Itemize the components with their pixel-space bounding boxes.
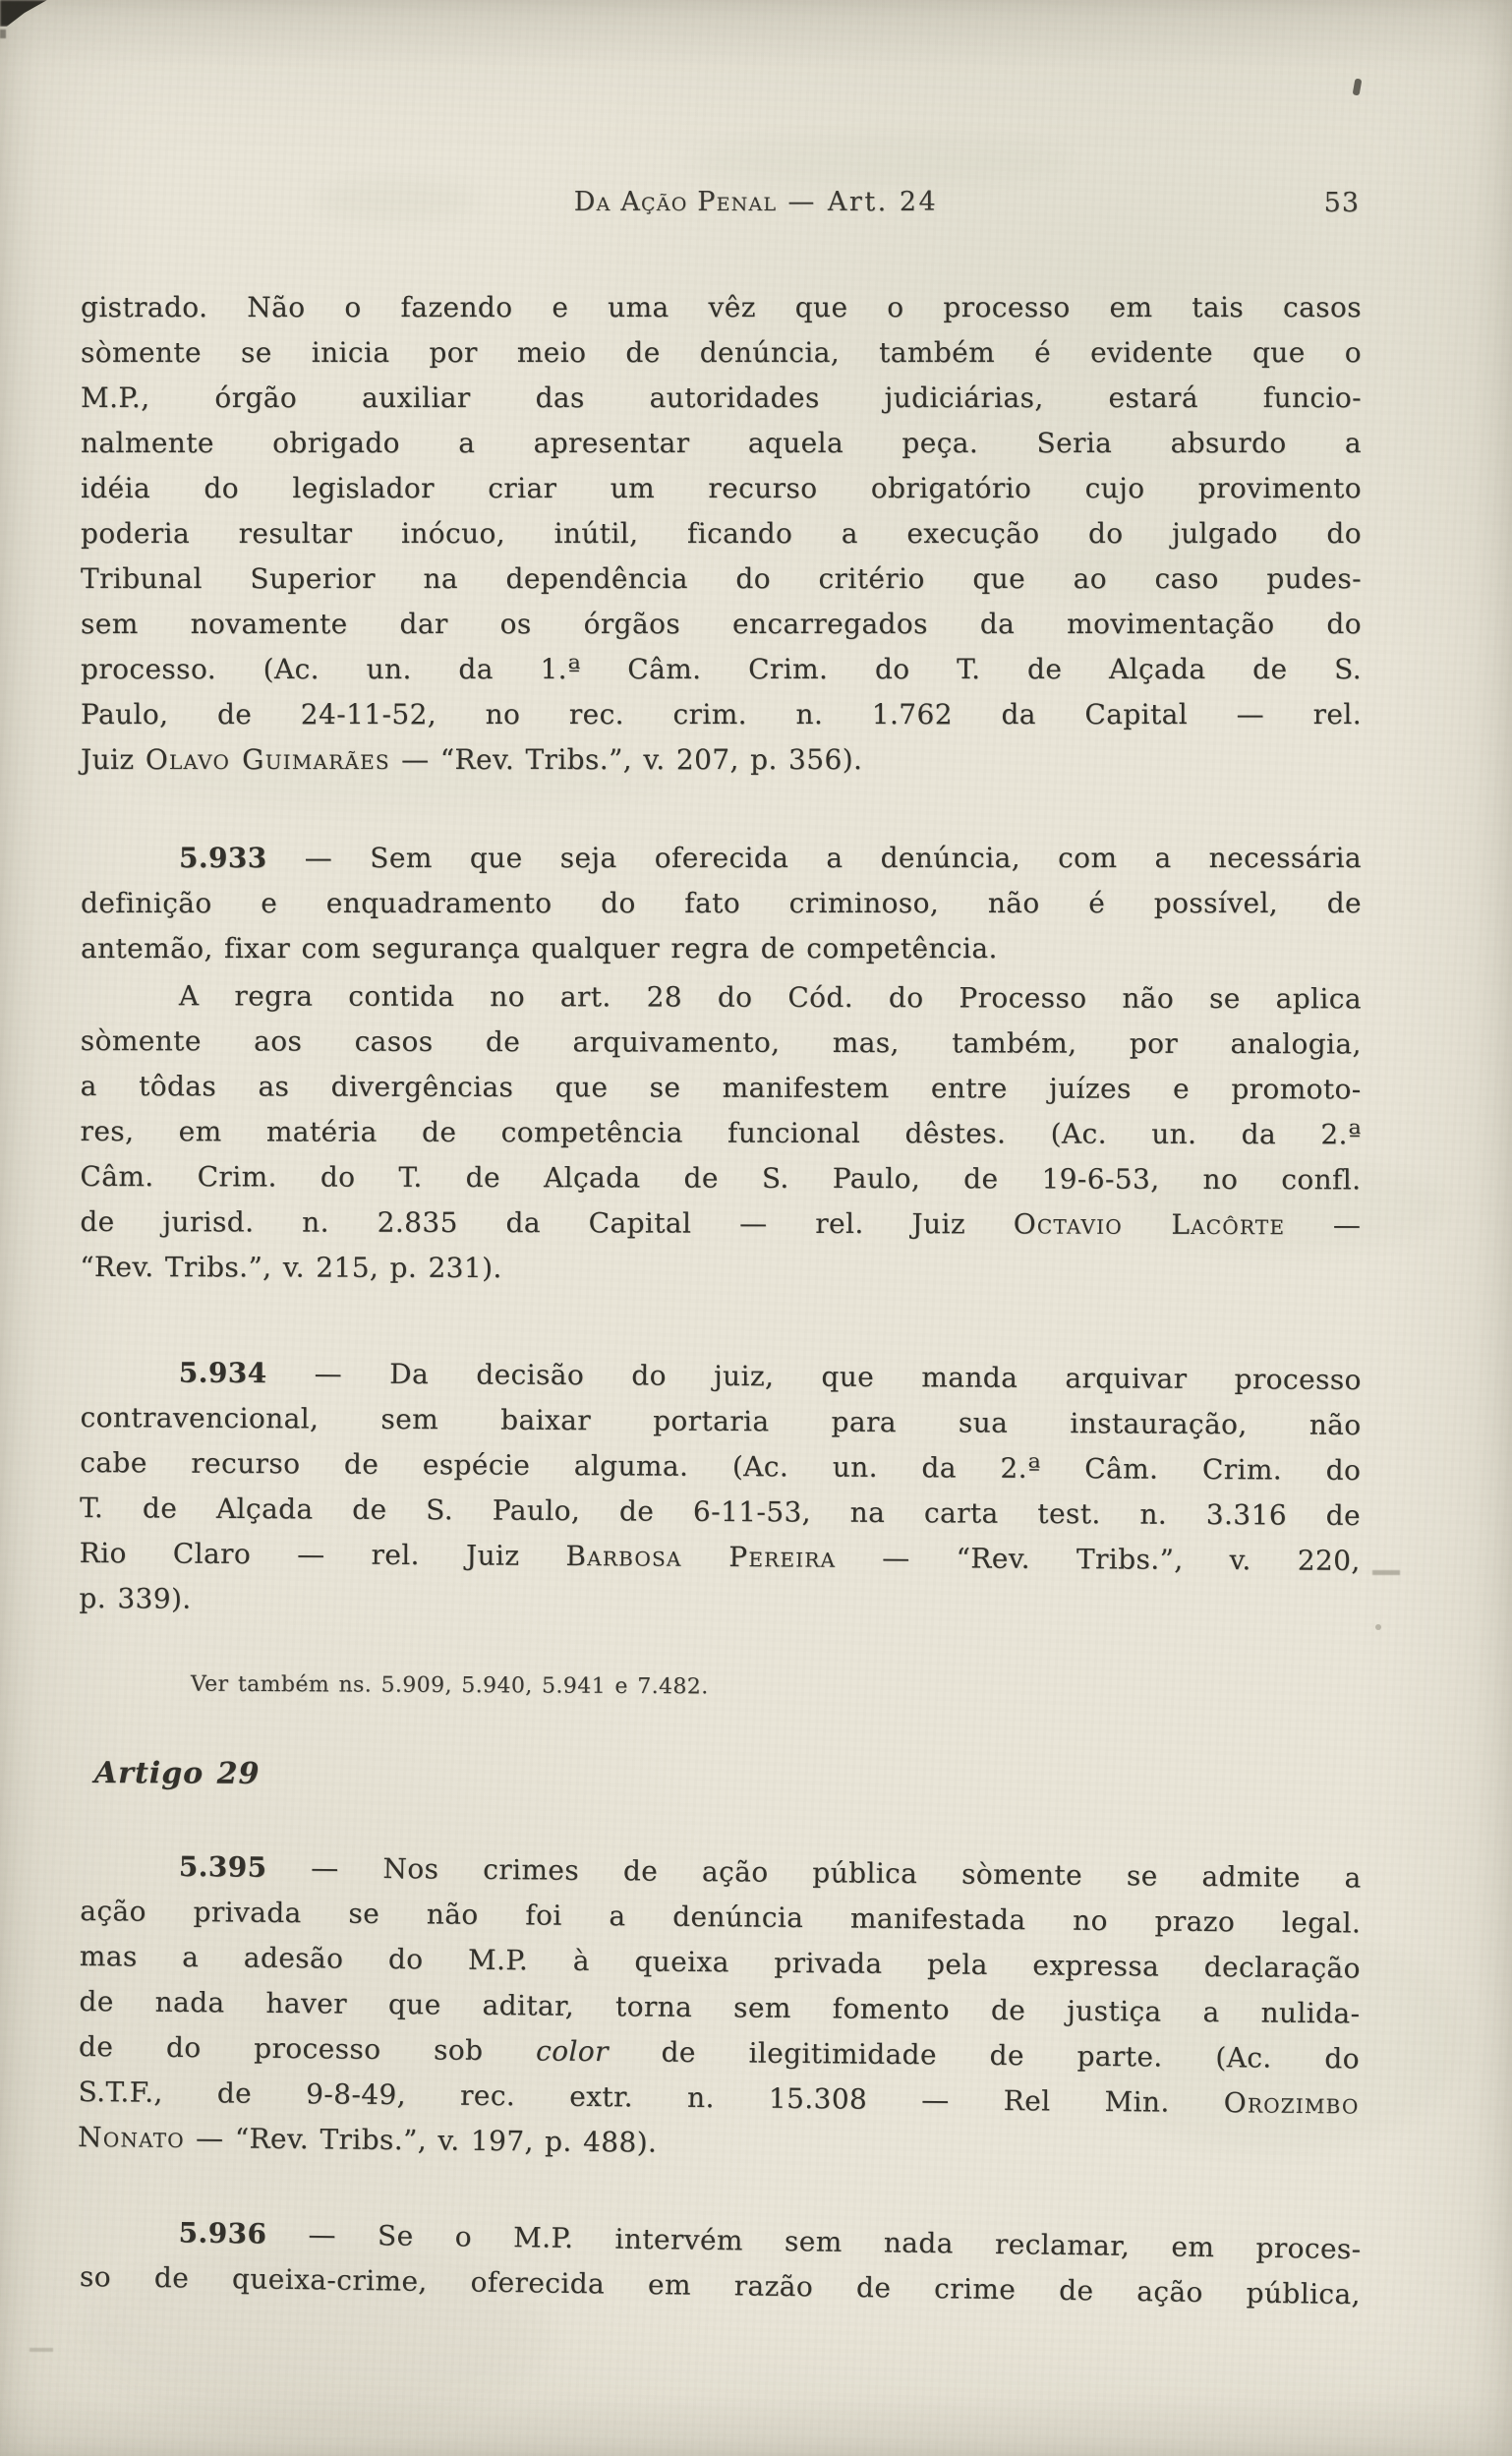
text-run: T. de Alçada de S. Paulo, de 6-11-53, na carta test. n. 3.316 de (79, 1491, 1362, 1532)
text-run: — “Rev. Tribs.”, v. 207, p. 356). (389, 743, 863, 776)
item-5934 (79, 1350, 1362, 1629)
text-line (81, 466, 1362, 511)
text-line (81, 1109, 1362, 1157)
text-run: Tribunal Superior na dependência do critério que ao caso pudes- (81, 562, 1362, 595)
text-run: de ilegitimidade de parte. (Ac. do (608, 2035, 1361, 2076)
text-run: Paulo, de 24-11-52, no rec. crim. n. 1.762 da Capital — rel. (81, 698, 1362, 731)
text-run: Artigo 29 (93, 1756, 261, 1791)
text-line (79, 1576, 1360, 1629)
text-run: p. 339). (79, 1581, 192, 1615)
text-run: processo. (Ac. un. da 1.ª Câm. Crim. do T. de Alçada de S. (81, 653, 1362, 685)
text-column (77, 285, 1362, 2311)
ink-speck (1353, 79, 1363, 96)
text-line (81, 692, 1362, 737)
text-run: — Da decisão do juiz, que manda arquivar processo (266, 1357, 1362, 1396)
text-line (81, 511, 1362, 556)
text-line (81, 881, 1362, 926)
text-run: definição e enquadramento do fato criminoso, não é possível, de (81, 887, 1362, 919)
text-run: Nonato (77, 2120, 185, 2155)
text-line (81, 556, 1362, 602)
item-5935 (78, 1843, 1362, 2172)
text-run: — “Rev. Tribs.”, v. 220, (836, 1541, 1361, 1577)
text-run: mas a adesão do M.P. à queixa privada pela expressa declaração (79, 1939, 1361, 1985)
text-run: gistrado. Não o fazendo e uma vêz que o processo em tais casos (81, 291, 1362, 323)
paragraph-continuation (81, 285, 1362, 783)
text-run: 5.933 (179, 842, 267, 874)
text-run: — “Rev. Tribs.”, v. 197, p. 488). (184, 2122, 658, 2159)
text-run: ação privada se não foi a denúncia manifestada no prazo legal. (80, 1894, 1362, 1940)
item-5933-paragraph-2 (80, 973, 1362, 1293)
ink-speck (1372, 1570, 1400, 1575)
text-line (81, 926, 1362, 971)
text-line (81, 376, 1362, 421)
text-run: de nada haver que aditar, torna sem fomento de justiça a nulida- (79, 1984, 1361, 2030)
text-run: so de queixa-crime, oferecida em razão de crime de ação pública, (79, 2259, 1362, 2311)
text-run: — Se o M.P. intervém sem nada reclamar, em proces- (266, 2217, 1362, 2266)
text-run: Câm. Crim. do T. de Alçada de S. Paulo, de 19-6-53, no confl. (80, 1159, 1362, 1197)
text-line (81, 285, 1362, 330)
text-line (80, 1199, 1361, 1248)
page-number: 53 (1323, 188, 1360, 218)
text-run: Orozimbo (1223, 2086, 1360, 2121)
text-run: A regra contida no art. 28 do Cód. do Processo não se aplica (178, 979, 1362, 1016)
text-run: sem novamente dar os órgãos encarregados da movimentação do (81, 608, 1362, 640)
text-run: Rio Claro — rel. Juiz (79, 1536, 566, 1573)
text-run: idéia do legislador criar um recurso obrigatório cujo provimento (81, 472, 1362, 504)
text-run: — (1285, 1208, 1362, 1242)
text-run: 5.395 (178, 1849, 267, 1884)
text-run: 5.936 (178, 2216, 267, 2251)
text-line (81, 1064, 1362, 1112)
text-line (81, 1350, 1362, 1403)
text-run: M.P., órgão auxiliar das autoridades judiciárias, estará funcio- (81, 381, 1362, 414)
text-run: color (535, 2034, 610, 2069)
paper-stain (688, 136, 1072, 187)
text-line (80, 1486, 1361, 1539)
text-run: poderia resultar inócuo, inútil, ficando a execução do julgado do (81, 517, 1362, 550)
text-run: S.T.F., de 9-8-49, rec. extr. n. 15.308 — Rel Min. (78, 2075, 1224, 2120)
text-line (81, 647, 1362, 692)
text-run: “Rev. Tribs.”, v. 215, p. 231). (80, 1250, 502, 1285)
text-run: Olavo Guimarães (145, 743, 390, 776)
text-line (81, 836, 1362, 881)
text-line (81, 973, 1362, 1022)
running-header (0, 187, 1512, 226)
text-run: — Nos crimes de ação pública sòmente se admite a (266, 1850, 1362, 1895)
text-run: cabe recurso de espécie alguma. (Ac. un. da 2.ª Câm. Crim. do (80, 1445, 1362, 1487)
text-line (80, 1154, 1361, 1202)
chapter-title (0, 187, 1512, 217)
scan-corner-artifact (0, 0, 47, 27)
text-line (81, 1019, 1362, 1067)
text-line (80, 1395, 1361, 1448)
text-run: 5.934 (178, 1356, 267, 1390)
text-run: nalmente obrigado a apresentar aquela peça. Seria absurdo a (81, 427, 1362, 459)
text-run: Juiz (81, 743, 145, 776)
item-5933 (81, 836, 1362, 971)
text-line (81, 421, 1362, 466)
text-run: a tôdas as divergências que se manifestem entre juízes e promoto- (80, 1069, 1362, 1106)
text-run: antemão, fixar com segurança qualquer regra de competência. (81, 932, 998, 965)
ink-speck (0, 29, 6, 38)
text-line (80, 1245, 1361, 1293)
ink-speck (29, 2348, 53, 2352)
text-line (81, 737, 1362, 783)
chapter-title-article: — Art. 24 (777, 187, 939, 217)
item-5936 (80, 2209, 1362, 2317)
text-run: Ver também ns. 5.909, 5.940, 5.941 e 7.482. (190, 1671, 709, 1700)
text-line (80, 1440, 1361, 1493)
text-run: Barbosa Pereira (565, 1540, 837, 1574)
chapter-title-name: Da Ação Penal (573, 187, 778, 217)
text-line (80, 1531, 1361, 1584)
cross-reference-note (81, 1667, 1362, 1709)
text-run: Octavio Lacôrte (1013, 1207, 1286, 1242)
text-run: de do processo sob (78, 2029, 537, 2068)
text-run: contravencional, sem baixar portaria para sua instauração, não (80, 1400, 1362, 1441)
text-line (81, 1667, 1362, 1709)
text-run: sòmente aos casos de arquivamento, mas, também, por analogia, (80, 1023, 1362, 1061)
text-line (81, 1753, 1362, 1800)
text-run: — Sem que seja oferecida a denúncia, com a necessária (266, 842, 1362, 874)
ink-speck (1375, 1624, 1381, 1630)
text-run: res, em matéria de competência funcional dêstes. (Ac. un. da 2.ª (80, 1114, 1362, 1151)
text-line (81, 330, 1362, 376)
article-heading (81, 1753, 1362, 1800)
text-line (81, 602, 1362, 647)
text-run: sòmente se inicia por meio de denúncia, também é evidente que o (81, 336, 1362, 369)
text-run: de jurisd. n. 2.835 da Capital — rel. Juiz (80, 1204, 1014, 1241)
